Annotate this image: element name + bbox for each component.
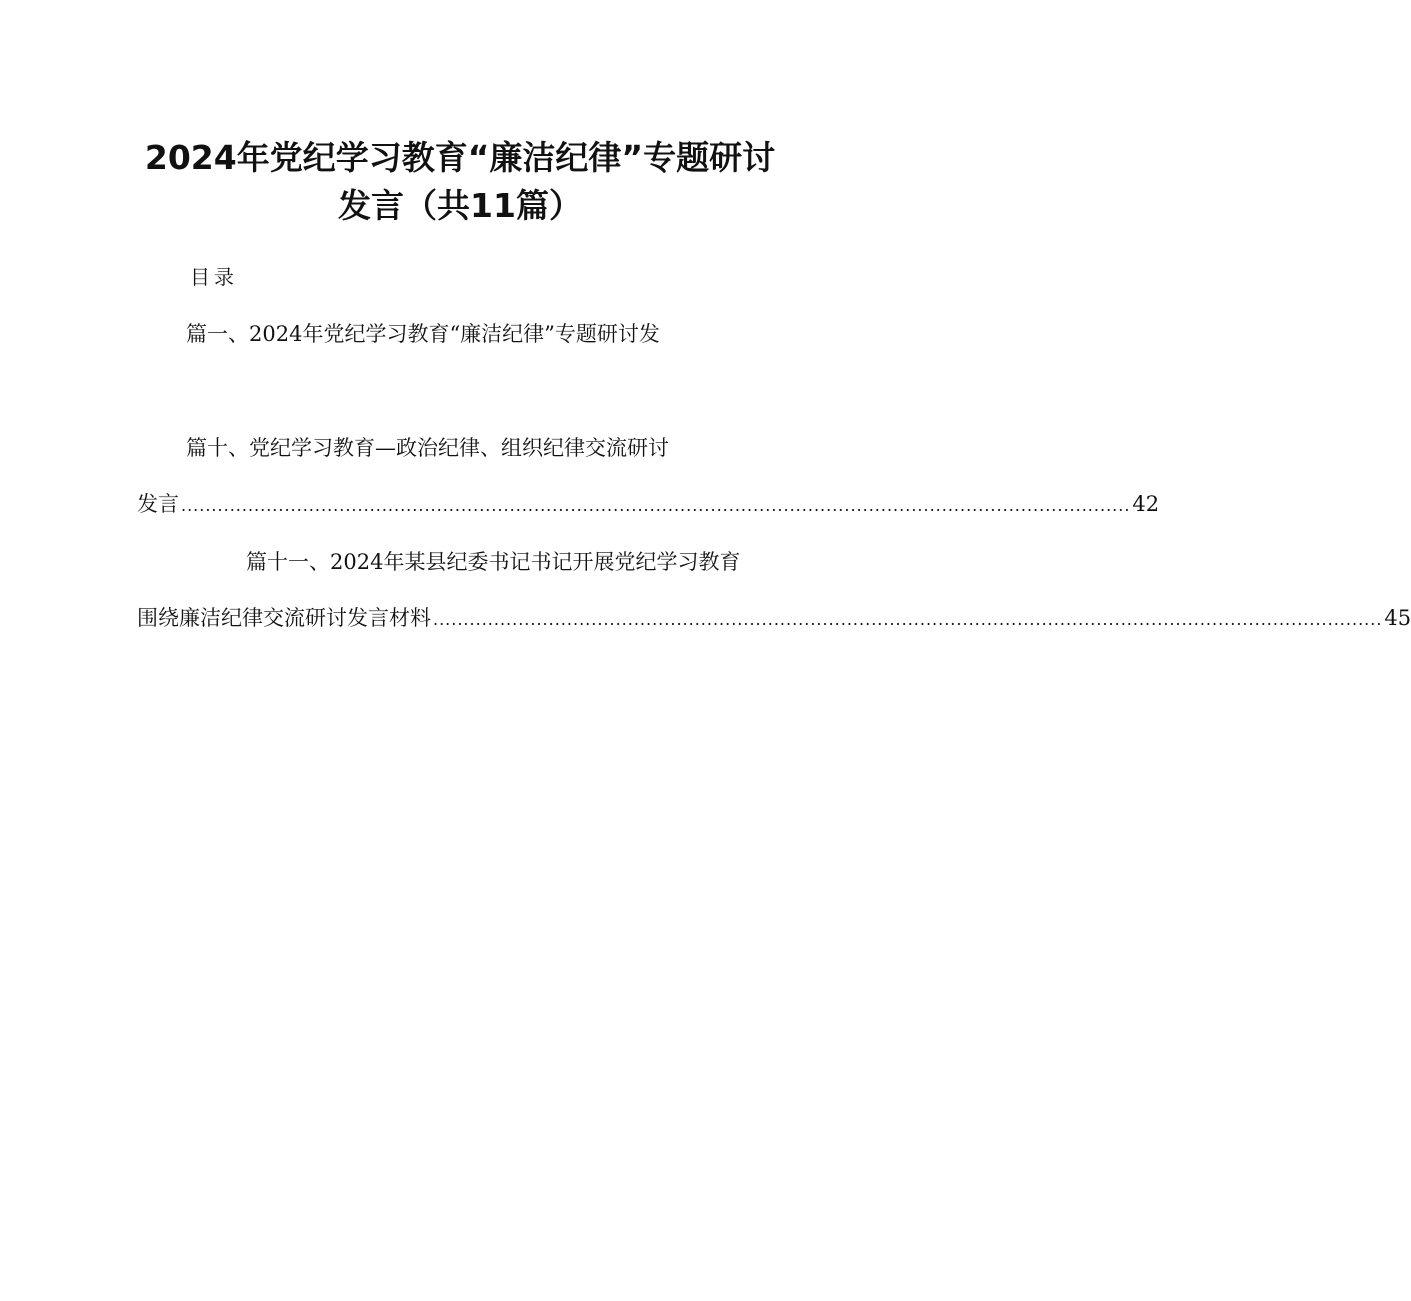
toc-entry-10-line-1[interactable]: 篇十、党纪学习教育—政治纪律、组织纪律交流研讨	[186, 436, 669, 460]
toc-entry-11-page: 45	[1384, 606, 1411, 630]
document-title-line-1: 2024年党纪学习教育“廉洁纪律”专题研讨	[144, 138, 776, 177]
toc-entry-1[interactable]: 篇一、2024年党纪学习教育“廉洁纪律”专题研讨发	[186, 322, 660, 346]
toc-heading: 目录	[190, 265, 238, 289]
toc-entry-10-page: 42	[1132, 492, 1160, 516]
toc-entry-10-text: 发言	[137, 492, 179, 516]
toc-entry-11-text: 围绕廉洁纪律交流研讨发言材料	[137, 606, 431, 630]
toc-entry-11-line-1[interactable]: 篇十一、2024年某县纪委书记书记开展党纪学习教育	[246, 550, 741, 574]
toc-entry-10-line-2[interactable]	[137, 488, 1160, 520]
toc-entry-11-line-2[interactable]	[137, 602, 1411, 634]
toc-leader-dots: ............................................................................................................................................................	[433, 610, 1383, 629]
document-title-line-2: 发言（共11篇）	[338, 186, 582, 225]
toc-leader-dots: ............................................................................................................................................................	[181, 496, 1131, 515]
